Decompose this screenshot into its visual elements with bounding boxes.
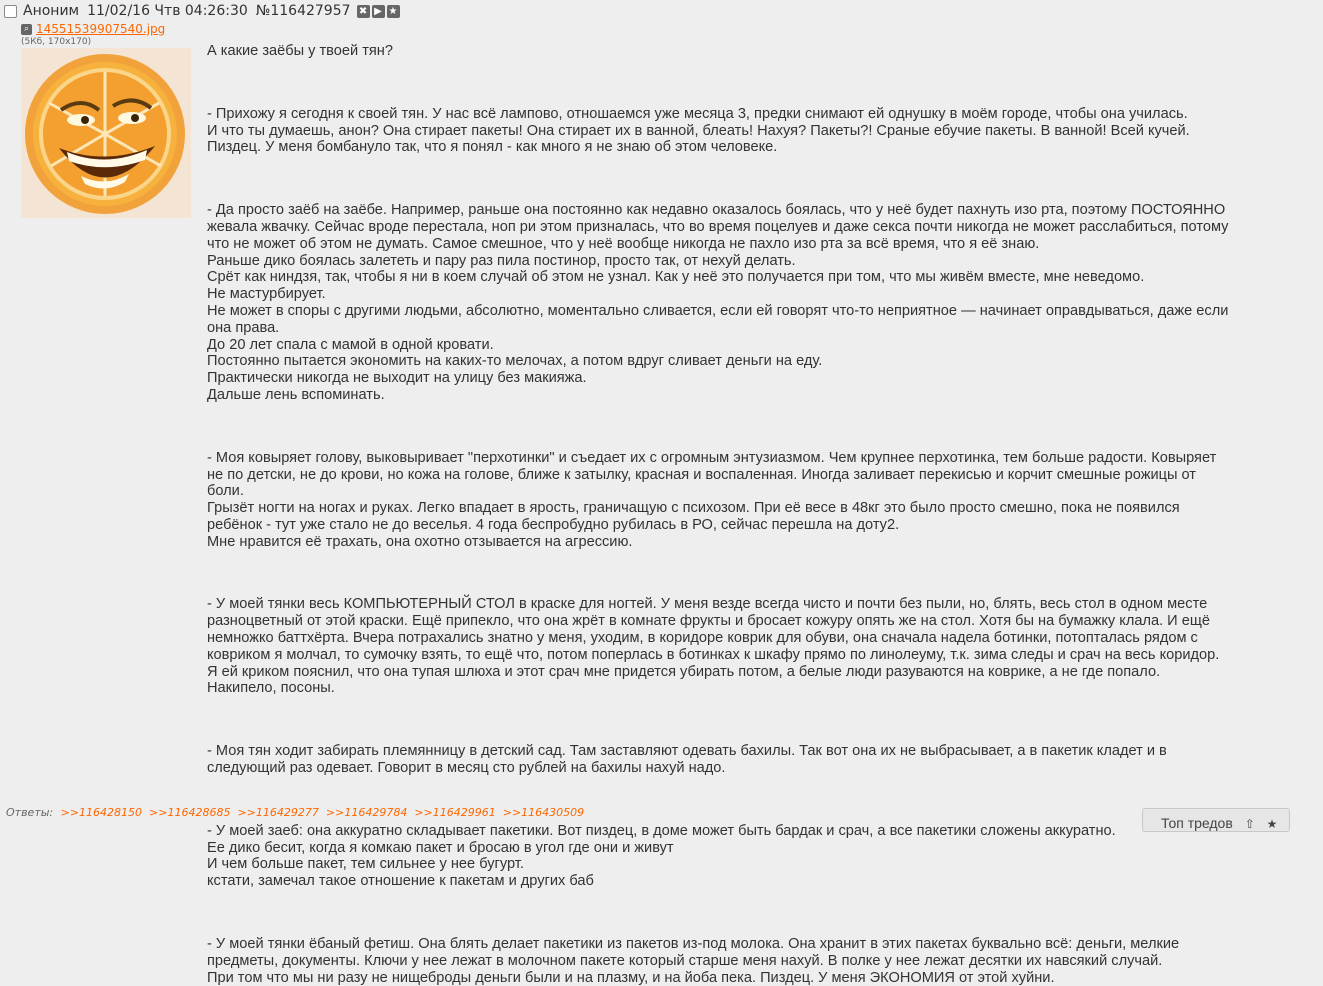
blank-line xyxy=(207,905,1319,922)
post-datetime: 11/02/16 Чтв 04:26:30 xyxy=(87,3,248,19)
post-header xyxy=(4,2,402,20)
post-line: кстати, замечал такое отношение к пакетам и других баб xyxy=(207,873,594,890)
post-line: И чем больше пакет, тем сильнее у нее бугурт. xyxy=(207,856,524,873)
post-line: следующий раз одевает. Говорит в месяц сто рублей на бахилы нахуй надо. xyxy=(207,760,726,777)
reply-link[interactable]: >>116429784 xyxy=(325,806,408,819)
post-line: немножко баттхёрта. Вчера потрахались знатно у меня, уходим, в коридоре коврик для обуви, она сначала надела ботинки, потопталась рядом с xyxy=(207,630,1198,647)
post-line: она права. xyxy=(207,319,280,336)
post-line: Не может в споры с другими людьми, абсолютно, моментально сливается, если ей говорят что-то неприятное — начинает оправдываться, даже если xyxy=(207,302,1229,319)
replies-bar xyxy=(6,806,591,819)
post-line: ребёнок - тут уже стало не до веселья. 4 года беспробудно рубилась в РО, сейчас перешла на доту2. xyxy=(207,516,900,533)
post-line: - Да просто заёб на заёбе. Например, раньше она постоянно как недавно оказалось боялась, что у неё будет пахнуть изо рта, поэтому ПОСТОЯННО xyxy=(207,202,1226,219)
star-icon[interactable]: ★ xyxy=(387,5,400,18)
post-line: - Моя ковыряет голову, выковыривает "перхотинки" и съедает их с огромным энтузиазмом. Чем крупнее перхотинка, тем больше радости. Ковыряет xyxy=(207,449,1217,466)
up-arrow-icon[interactable]: ⇧ xyxy=(1244,817,1255,831)
blank-line xyxy=(207,418,1319,435)
reply-link[interactable]: >>116429961 xyxy=(414,806,496,819)
post-line: разноцветный от этой краски. Ещё припекло, что она жрёт в комнате фрукты и бросает кожуру опять же на стол. Хотя бы на бумажку клала. И ещё xyxy=(207,613,1210,630)
post-line: А какие заёбы у твоей тян? xyxy=(207,43,393,59)
magnifier-icon[interactable]: ⌕ xyxy=(21,24,32,35)
post-line: Накипело, посоны. xyxy=(207,680,335,697)
post-line: - У моей тянки весь КОМПЬЮТЕРНЫЙ СТОЛ в краске для ногтей. У меня везде всегда чисто и почти без пыли, но, блять, весь стол в одном месте xyxy=(207,596,1208,613)
file-info xyxy=(21,22,165,36)
replies-label: Ответы: xyxy=(6,806,54,819)
post-line: Дальше лень вспоминать. xyxy=(207,386,385,403)
hide-icon[interactable]: ✖ xyxy=(357,5,370,18)
blank-line xyxy=(207,171,1319,188)
reply-link[interactable]: >>116429277 xyxy=(237,806,319,819)
post-line: боли. xyxy=(207,483,244,500)
post-select-checkbox[interactable] xyxy=(4,5,17,18)
post-line: Срёт как ниндзя, так, чтобы я ни в коем случай об этом не узнал. Как у неё это получается при том, что мы живём вместе, мне неведомо. xyxy=(207,269,1145,286)
post-body xyxy=(207,43,1319,986)
star-icon[interactable]: ★ xyxy=(1266,817,1278,831)
blank-line xyxy=(207,74,1319,91)
top-threads-button[interactable] xyxy=(1142,808,1290,832)
post-line: При том что мы ни разу не нищеброды деньги были и на плазму, и на йоба пека. Пиздец. У меня ЭКОНОМИЯ от этой хуйни. xyxy=(207,969,1055,986)
post-line: Пиздец. У меня бомбануло так, что я понял - как много я не знаю об этом человеке. xyxy=(207,139,778,156)
top-threads-label: Топ тредов xyxy=(1161,815,1233,831)
post-line: Мне нравится её трахать, она охотно отзывается на агрессию. xyxy=(207,533,633,550)
post-number[interactable]: №116427957 xyxy=(255,3,351,19)
post-line: Практически никогда не выходит на улицу без макияжа. xyxy=(207,370,587,387)
blank-line xyxy=(207,712,1319,729)
file-meta: (5Кб, 170x170) xyxy=(21,37,92,47)
post-line: - Прихожу я сегодня к своей тян. У нас всё лампово, отношаемся уже месяца 3, предки снимают ей однушку в моём городе, чтобы она училась. xyxy=(207,105,1188,122)
post-line: - У моей тянки ёбаный фетиш. Она блять делает пакетики из пакетов из-под молока. Она хранит в этих пакетах буквально всё: деньги, мелкие xyxy=(207,935,1180,952)
post-line: Ее дико бесит, когда я комкаю пакет и бросаю в угол где они и живут xyxy=(207,839,674,856)
reply-link[interactable]: >>116430509 xyxy=(502,806,585,819)
post-line: И что ты думаешь, анон? Она стирает пакеты! Она стирает их в ванной, блеать! Нахуя? Пакеты?! Сраные ебучие пакеты. В ванной! Всей кучей. xyxy=(207,122,1190,139)
post-line: не по детски, не до крови, но кожа на голове, ближе к затылку, красная и воспаленная. Иногда заливает перекисью и корчит смешные рожицы от xyxy=(207,466,1196,483)
post-line: Постоянно пытается экономить на каких-то мелочах, а потом вдруг сливает деньги на еду. xyxy=(207,353,823,370)
post-line: - Моя тян ходит забирать племянницу в детский сад. Там заставляют одевать бахилы. Так вот она их не выбрасывает, а в пакетик кладет и в xyxy=(207,743,1167,760)
post-author: Аноним xyxy=(23,3,80,19)
blank-line xyxy=(207,565,1319,582)
reply-link[interactable]: >>116428150 xyxy=(60,806,143,819)
post-thumbnail[interactable] xyxy=(21,48,191,218)
post-line: что не может об этом не думать. Самое смешное, что у неё вообще никогда не пахло изо рта за всё время, что я её знаю. xyxy=(207,235,1040,252)
post-line: - У моей заеб: она аккуратно складывает пакетики. Вот пиздец, в доме может быть бардак и срач, а все пакетики сложены аккуратно. xyxy=(207,822,1116,839)
post-line: ковриком я молчал, то сумочку взять, то ещё что, потом поперлась в ботинках к шкафу прямо по линолеуму, т.к. зима следы и срач на весь коридор. xyxy=(207,646,1220,663)
post-line: Не мастурбирует. xyxy=(207,286,326,303)
post-line: Грызёт ногти на ногах и руках. Легко впадает в ярость, граничащую с психозом. При её весе в 48кг это было просто смешно, пока не появился xyxy=(207,500,1180,517)
post-line: До 20 лет спала с мамой в одной кровати. xyxy=(207,336,494,353)
file-name-link[interactable]: 14551539907540.jpg xyxy=(36,22,166,36)
post-line: предметы, документы. Ключи у нее лежат в молочном пакете который старше меня нахуй. В полке у нее лежат десятки их навсякий случай. xyxy=(207,952,1163,969)
post-line: Я ей криком пояснил, что она тупая шлюха и этот срач мне придется убирать потом, а белые люди разуваются на коврике, а не где попало. xyxy=(207,663,1161,680)
grinning-orange-face-icon xyxy=(21,48,191,218)
play-icon[interactable]: ▶ xyxy=(372,5,385,18)
post-line: Раньше дико боялась залететь и пару раз пила постинор, просто так, от нехуй делать. xyxy=(207,252,796,269)
post-line: жевала жвачку. Сейчас вроде перестала, ноп ри этом призналась, что во время поцелуев и даже секса почти никогда не может расслабиться, потому xyxy=(207,218,1229,235)
reply-link[interactable]: >>116428685 xyxy=(149,806,231,819)
